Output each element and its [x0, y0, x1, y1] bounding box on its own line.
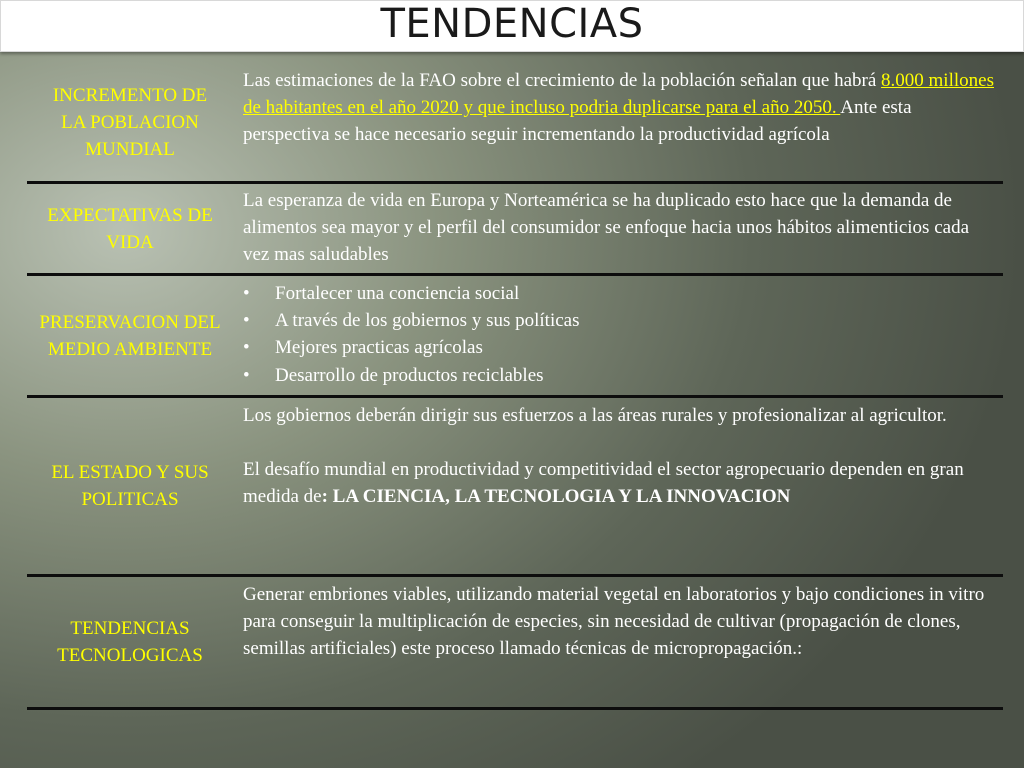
- category-label: PRESERVACION DEL MEDIO AMBIENTE: [39, 311, 221, 360]
- list-item: [243, 307, 995, 334]
- slide-title: TENDENCIAS: [380, 1, 644, 47]
- list-item-text: Desarrollo de productos reciclables: [275, 364, 544, 386]
- description-cell: [233, 184, 1003, 273]
- paragraph: [243, 456, 995, 510]
- table-row-expectativas: [27, 184, 1003, 276]
- description-text: Las estimaciones de la FAO sobre el crecimiento de la población señalan que habrá: [243, 70, 882, 91]
- paragraph-text: El desafío mundial en productividad y competitividad el sector agropecuario dependen en gran medida de: [243, 459, 964, 508]
- list-item-text: A través de los gobiernos y sus políticas: [275, 310, 580, 332]
- bullet-icon: •: [243, 310, 250, 332]
- table-row-poblacion: [27, 63, 1003, 184]
- bullet-icon: •: [243, 283, 250, 304]
- description-cell: [233, 63, 1003, 181]
- list-item: [243, 280, 995, 307]
- description-text: Generar embriones viables, utilizando material vegetal en laboratorios y bajo condiciones in vitro para conseguir la multiplicación de especies, sin necesidad de cultivar (propagación de clones, semillas artificiales) este proceso llamado técnicas de micropropagación.:: [243, 584, 985, 660]
- description-cell: [233, 398, 1003, 574]
- table-row-estado: [27, 398, 1003, 577]
- bullet-icon: •: [243, 364, 250, 386]
- table-row-medio-ambiente: [27, 276, 1003, 398]
- list-item-text: Fortalecer una conciencia social: [275, 283, 520, 304]
- emphasis-text: : LA CIENCIA, LA TECNOLOGIA Y LA INNOVACION: [321, 486, 791, 508]
- paragraph: Los gobiernos deberán dirigir sus esfuerzos a las áreas rurales y profesionalizar al agricultor.: [243, 405, 947, 426]
- bullet-list: [243, 280, 995, 389]
- description-cell: [233, 276, 1003, 395]
- table-row-tecnologicas: [27, 577, 1003, 710]
- category-cell: [27, 577, 233, 707]
- category-label: EXPECTATIVAS DE VIDA: [47, 204, 213, 253]
- category-label: TENDENCIAS TECNOLOGICAS: [57, 618, 203, 666]
- trends-table: [27, 63, 1003, 710]
- bullet-icon: •: [243, 337, 250, 359]
- paragraph-spacer: [243, 429, 995, 456]
- category-cell: [27, 184, 233, 273]
- category-label: INCREMENTO DE LA POBLACION MUNDIAL: [52, 84, 208, 160]
- list-item-text: Mejores practicas agrícolas: [275, 337, 483, 359]
- category-label: EL ESTADO Y SUS POLITICAS: [51, 462, 209, 510]
- description-cell: [233, 577, 1003, 707]
- category-cell: [27, 398, 233, 574]
- description-text: La esperanza de vida en Europa y Norteamérica se ha duplicado esto hace que la demanda de alimentos sea mayor y el perfil del consumidor se enfoque hacia unos hábitos alimenticios cada vez mas saludables: [243, 190, 969, 266]
- list-item: [243, 362, 995, 389]
- highlighted-text: 8.000 millones de habitantes en el año 2020 y que incluso podria duplicarse para el año 2050.: [243, 70, 994, 119]
- description-text-continued: Ante esta perspectiva se hace necesario seguir incrementando la productividad agrícola: [243, 97, 912, 146]
- list-item: [243, 334, 995, 361]
- category-cell: [27, 276, 233, 395]
- category-cell: [27, 63, 233, 181]
